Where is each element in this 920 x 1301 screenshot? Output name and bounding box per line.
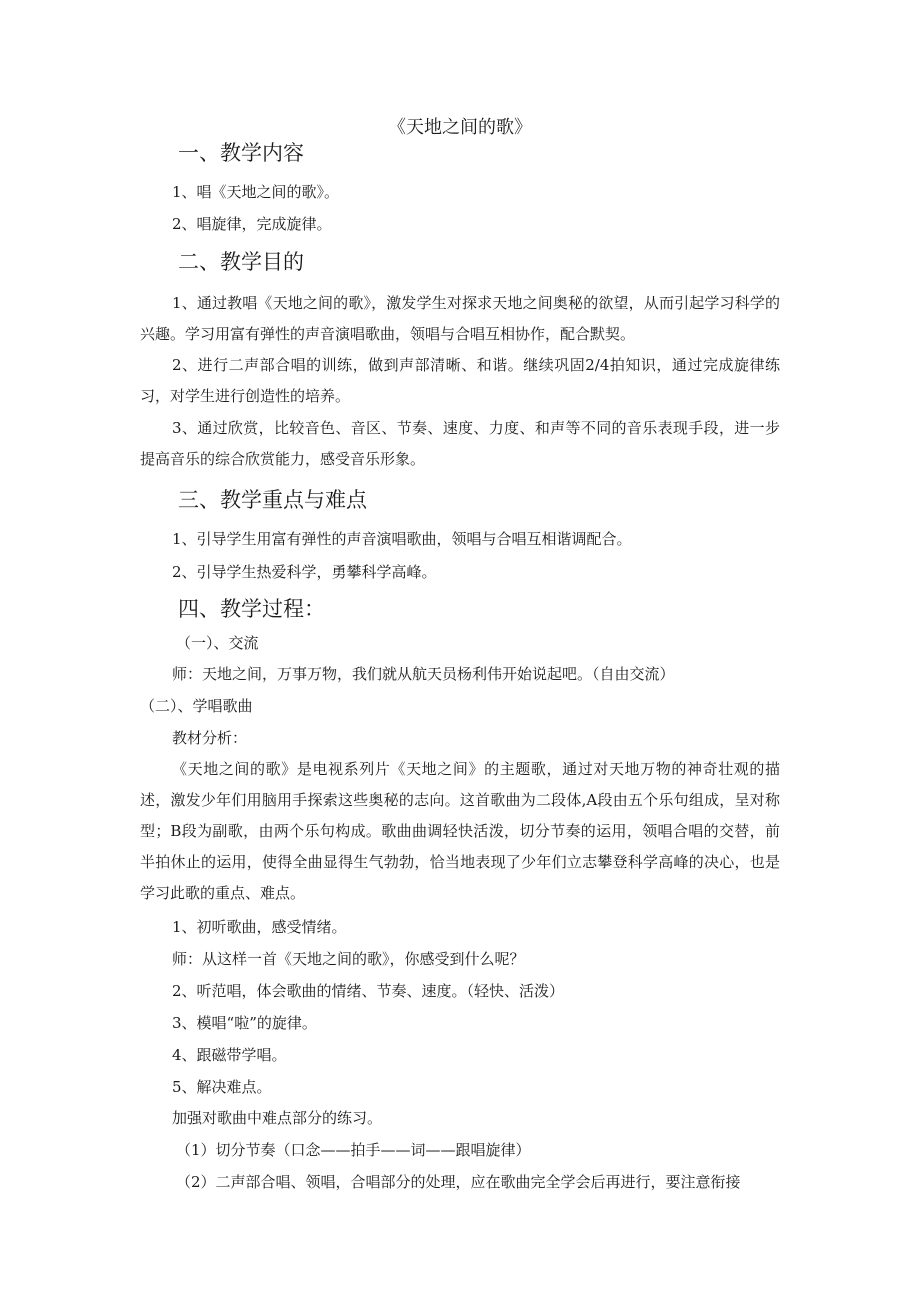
list-item: （1）切分节奏（口念——拍手——词——跟唱旋律） (176, 1141, 531, 1159)
paragraph: 师：天地之间，万事万物，我们就从航天员杨利伟开始说起吧。（自由交流） (172, 665, 675, 683)
list-item: （2）二声部合唱、领唱，合唱部分的处理，应在歌曲完全学会后再进行，要注意衔接 (176, 1173, 741, 1191)
paragraph: 加强对歌曲中难点部分的练习。 (172, 1109, 383, 1127)
list-item: 3、模唱“啦”的旋律。 (172, 1014, 317, 1032)
list-item: 2、引导学生热爱科学，勇攀科学高峰。 (172, 563, 437, 581)
list-item: 1、唱《天地之间的歌》。 (172, 183, 340, 201)
section-heading-keypoints: 三、教学重点与难点 (178, 488, 367, 512)
paragraph: 师：从这样一首《天地之间的歌》，你感受到什么呢？ (172, 950, 525, 968)
paragraph: 3、通过欣赏，比较音色、音区、节奏、速度、力度、和声等不同的音乐表现手段，进一步提高音乐的综合欣赏能力，感受音乐形象。 (140, 419, 780, 468)
list-item: 2、听范唱，体会歌曲的情绪、节奏、速度。（轻快、活泼） (172, 982, 565, 1000)
section-heading-content: 一、教学内容 (178, 141, 304, 165)
list-item: 1、引导学生用富有弹性的声音演唱歌曲，领唱与合唱互相谐调配合。 (172, 530, 632, 548)
section-heading-process: 四、教学过程： (178, 597, 325, 621)
document-title: 《天地之间的歌》 (388, 117, 532, 138)
list-item: 1、初听歌曲，感受情绪。 (172, 918, 347, 936)
list-item: 5、解决难点。 (172, 1078, 272, 1096)
paragraph: 2、进行二声部合唱的训练，做到声部清晰、和谐。继续巩固2/4拍知识，通过完成旋律练习，对学生进行创造性的培养。 (140, 356, 780, 405)
subsection-heading: （一）、交流 (176, 634, 259, 652)
subsection-heading: （二）、学唱歌曲 (140, 697, 253, 715)
section-heading-goals: 二、教学目的 (178, 250, 304, 274)
list-item: 4、跟磁带学唱。 (172, 1046, 287, 1064)
list-item: 2、唱旋律，完成旋律。 (172, 215, 332, 233)
label: 教材分析： (172, 729, 248, 747)
paragraph: 1、通过教唱《天地之间的歌》，激发学生对探求天地之间奥秘的欲望，从而引起学习科学的兴趣。学习用富有弹性的声音演唱歌曲，领唱与合唱互相协作，配合默契。 (140, 294, 780, 343)
paragraph: 《天地之间的歌》是电视系列片《天地之间》的主题歌，通过对天地万物的神奇壮观的描述，激发少年们用脑用手探索这些奥秘的志向。这首歌曲为二段体,A段由五个乐句组成，呈对称型；B段为副歌，由两个乐句构成。歌曲曲调轻快活泼，切分节奏的运用，领唱合唱的交替，前半拍休止的运用，使得全曲显得生气勃勃，恰当地表现了少年们立志攀登科学高峰的决心，也是学习此歌的重点、难点。 (140, 760, 780, 902)
